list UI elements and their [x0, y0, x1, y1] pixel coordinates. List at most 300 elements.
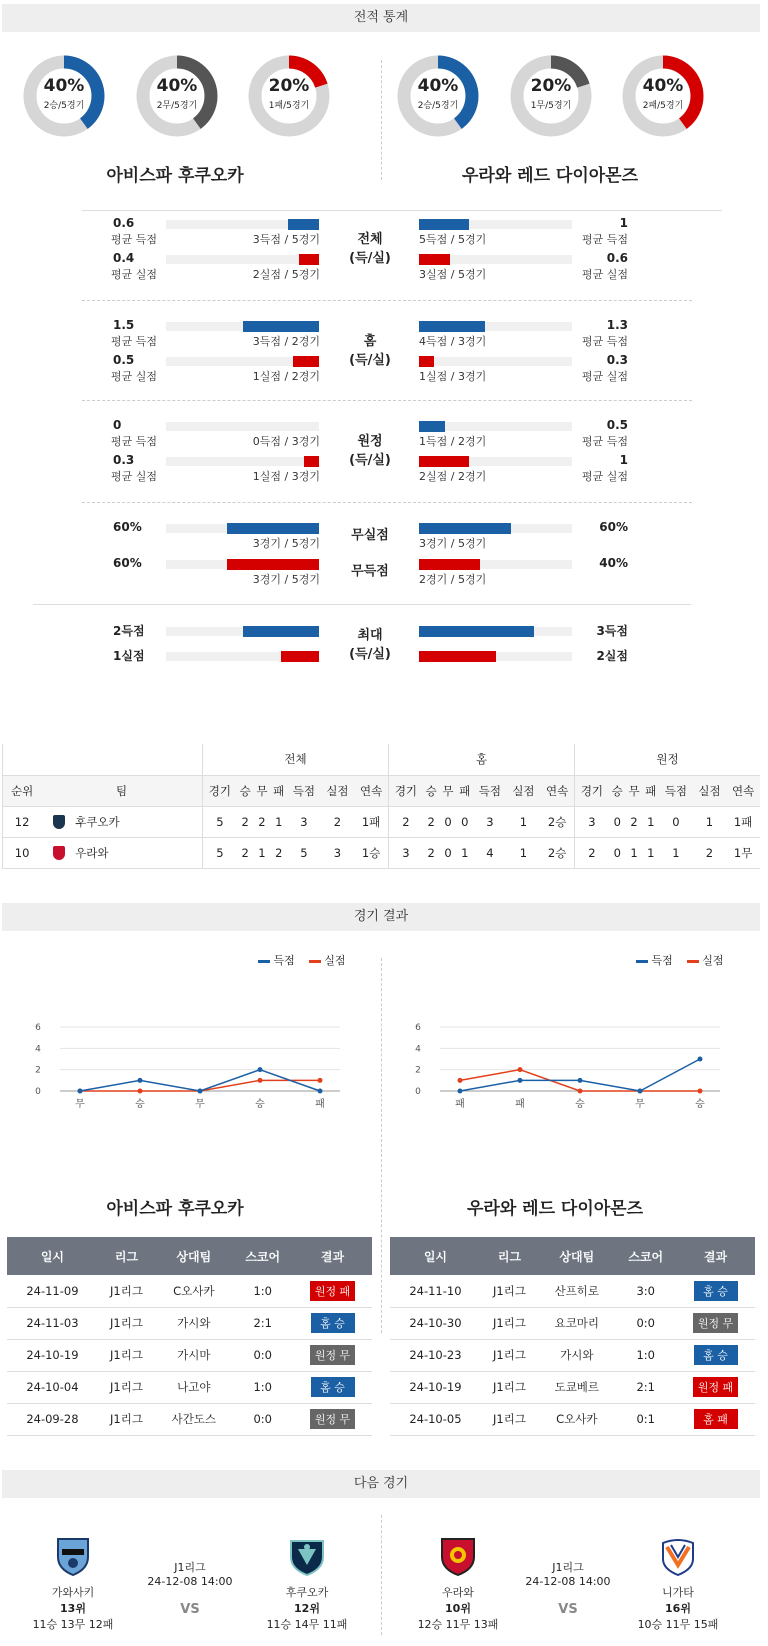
match-score: 0:0	[615, 1307, 676, 1339]
away-avg-for-label: 평균 득점	[581, 435, 628, 448]
standings-header-cell: 실점	[512, 783, 535, 798]
standings-cell: 3	[486, 814, 494, 829]
donut-percent: 40%	[642, 76, 684, 96]
standings-cell: 1	[461, 845, 469, 860]
data-point-against	[578, 1089, 583, 1094]
donut-chart	[396, 54, 480, 138]
match-result-cell	[293, 1339, 372, 1371]
standings-cell: 1	[275, 814, 283, 829]
match-league: J1리그	[481, 1339, 538, 1371]
standings-cell: 2	[588, 845, 596, 860]
table-row	[390, 1275, 755, 1307]
divider	[82, 300, 692, 301]
section-header-next: 다음 경기	[2, 1470, 760, 1498]
y-tick-label: 0	[415, 1087, 421, 1097]
legend-for-label: 득점	[651, 954, 673, 967]
standings-cell: 2승	[540, 837, 574, 868]
standings-cell: 2	[705, 845, 714, 860]
divider	[82, 502, 692, 503]
match-date: 24-10-23	[390, 1339, 481, 1371]
match-opponent: 가시마	[155, 1339, 232, 1371]
home-bar	[281, 651, 319, 662]
standings-cell: 3	[588, 814, 596, 829]
standings-header-cell: 연속	[540, 775, 574, 806]
series-line-for	[460, 1059, 700, 1091]
standings-header-cell: 승	[239, 783, 251, 798]
home-clean-pct: 60%	[113, 520, 142, 534]
next-right-home-rank: 10위	[445, 1602, 471, 1615]
home-bar	[243, 626, 320, 637]
legend-for-swatch	[636, 960, 648, 963]
standings-header-cell: 득점	[292, 783, 315, 798]
match-date: 24-11-10	[390, 1275, 481, 1307]
results-header-cell: 일시	[390, 1237, 481, 1275]
match-result-cell	[676, 1371, 755, 1403]
match-score: 1:0	[232, 1371, 293, 1403]
home-bar	[227, 559, 319, 570]
legend-against-label: 실점	[702, 954, 724, 967]
home-max-for: 2득점	[113, 624, 145, 638]
data-point-against	[138, 1089, 143, 1094]
match-opponent: 요코마리	[538, 1307, 615, 1339]
match-league: J1리그	[481, 1307, 538, 1339]
results-header-cell: 일시	[7, 1237, 98, 1275]
standings-header-cell: 승	[425, 783, 437, 798]
result-badge: 홈 패	[694, 1409, 738, 1429]
next-right-home-name: 우라와	[442, 1586, 474, 1599]
standings-header-cell: 실점	[326, 783, 349, 798]
match-league: J1리그	[98, 1339, 155, 1371]
table-row	[7, 1339, 372, 1371]
match-result-cell	[676, 1339, 755, 1371]
donut-ring	[135, 54, 219, 138]
category-label: 최대	[357, 628, 383, 643]
team-name: 후쿠오카	[75, 814, 120, 829]
standings-header-cell: 패	[459, 783, 471, 798]
x-tick-label: 패	[515, 1099, 525, 1110]
home-avg-for: 1.5	[113, 318, 135, 332]
data-point-for	[638, 1089, 643, 1094]
match-date: 24-10-30	[390, 1307, 481, 1339]
standings-header-cell: 경기	[580, 783, 604, 798]
standings-cell: 4	[486, 845, 494, 860]
match-date: 24-10-05	[390, 1403, 481, 1435]
standings-cell: 1무	[733, 845, 753, 860]
standings-cell: 1	[647, 814, 655, 829]
y-tick-label: 0	[35, 1087, 41, 1097]
match-opponent: 가시와	[538, 1339, 615, 1371]
standings-cell: 0	[672, 814, 680, 829]
match-league: J1리그	[98, 1403, 155, 1435]
table-row	[390, 1339, 755, 1371]
standings-cell: 2	[258, 814, 266, 829]
home-max-against: 1실점	[113, 649, 145, 663]
next-divider	[381, 1515, 382, 1635]
away-bar	[419, 356, 434, 367]
standings-cell: 1	[258, 845, 266, 860]
match-score: 2:1	[232, 1307, 293, 1339]
donut-ring	[22, 54, 106, 138]
results-header-cell: 스코어	[232, 1237, 293, 1275]
home-against-detail: 1실점 / 3경기	[252, 470, 320, 483]
donut-divider	[381, 60, 382, 180]
standings-header-cell: 연속	[732, 783, 755, 798]
match-result-cell	[676, 1307, 755, 1339]
match-result-cell	[293, 1371, 372, 1403]
standings-cell: 2	[333, 814, 342, 829]
home-avg-against-label: 평균 실점	[111, 268, 158, 281]
home-for-detail: 3득점 / 2경기	[252, 335, 320, 348]
match-league: J1리그	[98, 1307, 155, 1339]
results-header-row	[390, 1237, 755, 1275]
standings-header-cell: 패	[645, 783, 657, 798]
away-max-against: 2실점	[596, 649, 628, 663]
fukuoka-logo	[286, 1535, 328, 1577]
next-left-home-name: 가와사키	[51, 1586, 95, 1599]
x-tick-label: 승	[575, 1099, 585, 1110]
standings-header-row	[3, 775, 761, 806]
home-avg-for: 0	[113, 418, 122, 432]
category-sublabel: (득/실)	[349, 647, 391, 662]
home-bar	[304, 456, 319, 467]
away-bar	[419, 559, 480, 570]
table-row	[7, 1307, 372, 1339]
data-point-against	[258, 1078, 263, 1083]
match-score: 0:1	[615, 1403, 676, 1435]
donut-chart	[509, 54, 593, 138]
home-against-detail: 1실점 / 2경기	[252, 370, 320, 383]
away-bar	[419, 456, 469, 467]
results-divider	[381, 958, 382, 1333]
standings-header-cell: 무	[628, 783, 640, 798]
match-result-cell	[293, 1275, 372, 1307]
standings-group-home: 홈	[389, 744, 575, 775]
away-team-name-results: 우라와 레드 다이아몬즈	[466, 1199, 644, 1219]
home-avg-against-label: 평균 실점	[111, 470, 158, 483]
standings-header-cell: 실점	[698, 783, 721, 798]
standings-cell: 2	[427, 814, 435, 829]
away-bar	[419, 321, 485, 332]
standings-header-cell: 패	[273, 783, 285, 798]
section-header-results: 경기 결과	[2, 903, 760, 931]
standings-header-cell: 득점	[478, 783, 501, 798]
bar-track	[419, 357, 572, 366]
x-tick-label: 무	[195, 1099, 205, 1110]
match-date: 24-11-09	[7, 1275, 98, 1307]
home-results-chart	[20, 1005, 360, 1165]
home-avg-for: 0.6	[113, 216, 135, 230]
category-label: 무실점	[351, 528, 389, 543]
away-noscore-detail: 2경기 / 5경기	[419, 573, 487, 586]
donut-chart	[135, 54, 219, 138]
match-league: J1리그	[481, 1403, 538, 1435]
match-league: J1리그	[481, 1371, 538, 1403]
next-right-away-name: 니가타	[662, 1586, 694, 1599]
donut-detail: 2무/5경기	[156, 101, 198, 111]
donut-chart	[22, 54, 106, 138]
standings-cell: 2	[241, 814, 249, 829]
away-bar	[419, 626, 534, 637]
donut-ring	[621, 54, 705, 138]
standings-cell: 2	[427, 845, 435, 860]
next-right-away-rank: 16위	[665, 1602, 691, 1615]
home-clean-detail: 3경기 / 5경기	[252, 537, 320, 550]
standings-cell: 2	[241, 845, 249, 860]
x-tick-label: 패	[455, 1099, 465, 1110]
table-row	[7, 1403, 372, 1435]
donut-detail: 1무/5경기	[530, 101, 572, 111]
donut-ring	[509, 54, 593, 138]
standings-cell: 2승	[540, 806, 574, 837]
next-right-datetime: 24-12-08 14:00	[525, 1575, 611, 1588]
category-sublabel: (득/실)	[349, 353, 391, 368]
next-left-home-rank: 13위	[60, 1602, 86, 1615]
donut-ring	[247, 54, 331, 138]
match-score: 0:0	[232, 1339, 293, 1371]
home-bar	[293, 356, 319, 367]
next-right-away-record: 10승 11무 15패	[637, 1618, 719, 1631]
data-point-for	[78, 1089, 83, 1094]
standings-cell: 1	[705, 814, 714, 829]
bar-track	[166, 457, 319, 466]
match-date: 24-11-03	[7, 1307, 98, 1339]
away-avg-for-label: 평균 득점	[581, 233, 628, 246]
match-result-cell	[676, 1403, 755, 1435]
results-header-cell: 결과	[676, 1237, 755, 1275]
team-name: 우라와	[75, 845, 109, 860]
table-row	[7, 1275, 372, 1307]
standings-cell: 0	[461, 814, 469, 829]
results-header-cell: 결과	[293, 1237, 372, 1275]
standings-cell: 2	[630, 814, 638, 829]
standings-cell: 0	[444, 814, 452, 829]
match-league: J1리그	[481, 1275, 538, 1307]
x-tick-label: 승	[255, 1099, 265, 1110]
match-date: 24-10-19	[390, 1371, 481, 1403]
data-point-for	[458, 1089, 463, 1094]
match-date: 24-09-28	[7, 1403, 98, 1435]
standings-cell: 3	[402, 845, 410, 860]
standings-cell: 1	[647, 845, 655, 860]
table-row	[3, 837, 761, 868]
result-badge: 원정 무	[310, 1345, 355, 1365]
away-avg-against-label: 평균 실점	[581, 470, 628, 483]
result-badge: 홈 승	[311, 1377, 355, 1397]
away-against-detail: 2실점 / 2경기	[419, 470, 487, 483]
divider	[82, 210, 722, 211]
legend-against-swatch	[309, 960, 321, 963]
donut-chart	[247, 54, 331, 138]
standings-header-cell: 순위	[3, 775, 42, 806]
next-left-away-rank: 12위	[294, 1602, 320, 1615]
home-noscore-detail: 3경기 / 5경기	[252, 573, 320, 586]
y-tick-label: 4	[35, 1044, 41, 1055]
table-row	[390, 1403, 755, 1435]
home-bar	[227, 523, 319, 534]
match-opponent: C오사카	[155, 1275, 232, 1307]
away-bar	[419, 421, 445, 432]
data-point-against	[318, 1078, 323, 1083]
standings-cell: 3	[300, 814, 308, 829]
away-avg-for-label: 평균 득점	[581, 335, 628, 348]
match-opponent: 도쿄베르	[538, 1371, 615, 1403]
away-avg-against: 0.6	[606, 251, 628, 265]
team-cell	[41, 837, 202, 868]
away-avg-for: 1	[619, 216, 628, 230]
standings-cell: 0	[444, 845, 452, 860]
away-noscore-pct: 40%	[599, 556, 628, 570]
home-bar	[243, 321, 320, 332]
home-bar	[288, 219, 319, 230]
standings-cell: 1승	[354, 837, 388, 868]
result-badge: 홈 승	[311, 1313, 355, 1333]
next-left-away-record: 11승 14무 11패	[266, 1618, 348, 1631]
away-team-name: 우라와 레드 다이아몬즈	[461, 166, 639, 186]
home-avg-for-label: 평균 득점	[111, 233, 158, 246]
y-tick-label: 2	[415, 1065, 421, 1076]
result-badge: 원정 패	[310, 1281, 355, 1301]
home-team-name-results: 아비스파 후쿠오카	[106, 1199, 244, 1219]
home-team-name: 아비스파 후쿠오카	[106, 166, 244, 186]
results-header-cell: 리그	[98, 1237, 155, 1275]
away-avg-against: 0.3	[606, 353, 628, 367]
away-against-detail: 1실점 / 3경기	[419, 370, 487, 383]
team-rank: 10	[3, 837, 42, 868]
y-tick-label: 6	[415, 1023, 421, 1033]
home-noscore-pct: 60%	[113, 556, 142, 570]
next-right-league: J1리그	[552, 1561, 584, 1574]
away-for-detail: 4득점 / 3경기	[419, 335, 487, 348]
donut-ring	[396, 54, 480, 138]
match-result-cell	[293, 1307, 372, 1339]
result-badge: 홈 승	[694, 1345, 738, 1365]
match-score: 1:0	[615, 1339, 676, 1371]
away-avg-for: 1.3	[606, 318, 628, 332]
match-result-cell	[676, 1275, 755, 1307]
donut-detail: 2승/5경기	[417, 101, 459, 111]
category-label: 무득점	[351, 564, 389, 579]
away-bar	[419, 523, 511, 534]
standings-cell: 5	[216, 845, 224, 860]
next-right-vs: VS	[558, 1602, 578, 1617]
x-tick-label: 무	[635, 1099, 645, 1110]
table-row	[7, 1371, 372, 1403]
results-header-cell: 스코어	[615, 1237, 676, 1275]
match-date: 24-10-04	[7, 1371, 98, 1403]
match-league: J1리그	[98, 1275, 155, 1307]
home-avg-for-label: 평균 득점	[111, 435, 158, 448]
standings-table	[2, 744, 760, 869]
category-sublabel: (득/실)	[349, 453, 391, 468]
legend-for-swatch	[258, 960, 270, 963]
standings-header-cell: 팀	[41, 775, 202, 806]
y-tick-label: 2	[35, 1065, 41, 1076]
away-clean-detail: 3경기 / 5경기	[419, 537, 487, 550]
results-header-cell: 상대팀	[155, 1237, 232, 1275]
donut-percent: 40%	[417, 76, 459, 96]
donut-percent: 20%	[530, 76, 572, 96]
standings-cell: 2	[402, 814, 410, 829]
standings-cell: 1	[672, 845, 680, 860]
away-bar	[419, 219, 469, 230]
legend-against-label: 실점	[324, 954, 346, 967]
match-date: 24-10-19	[7, 1339, 98, 1371]
category-label: 원정	[357, 434, 383, 449]
results-header-cell: 상대팀	[538, 1237, 615, 1275]
urawa-logo	[437, 1535, 479, 1577]
divider	[33, 604, 691, 605]
standings-cell: 1	[519, 845, 528, 860]
data-point-for	[698, 1057, 703, 1062]
data-point-for	[138, 1078, 143, 1083]
home-avg-for-label: 평균 득점	[111, 335, 158, 348]
next-left-league: J1리그	[174, 1561, 206, 1574]
away-clean-pct: 60%	[599, 520, 628, 534]
away-against-detail: 3실점 / 5경기	[419, 268, 487, 281]
home-against-detail: 2실점 / 5경기	[252, 268, 320, 281]
away-max-for: 3득점	[596, 624, 628, 638]
away-avg-against: 1	[619, 453, 628, 467]
table-row	[3, 806, 761, 837]
results-header-cell: 리그	[481, 1237, 538, 1275]
category-sublabel: (득/실)	[349, 251, 391, 266]
x-tick-label: 승	[135, 1099, 145, 1110]
home-for-detail: 0득점 / 3경기	[252, 435, 320, 448]
match-opponent: 가시와	[155, 1307, 232, 1339]
away-results-table	[390, 1237, 755, 1436]
standings-group-total: 전체	[203, 744, 389, 775]
kawasaki-logo	[52, 1535, 94, 1577]
match-opponent: 사간도스	[155, 1403, 232, 1435]
result-badge: 홈 승	[694, 1281, 738, 1301]
x-tick-label: 승	[695, 1099, 705, 1110]
standings-cell: 5	[300, 845, 308, 860]
team-cell	[41, 806, 202, 837]
match-score: 0:0	[232, 1403, 293, 1435]
home-avg-against: 0.3	[113, 453, 135, 467]
standings-cell: 2	[275, 845, 283, 860]
donut-detail: 2승/5경기	[43, 101, 85, 111]
standings-header-cell: 연속	[354, 775, 388, 806]
donut-percent: 20%	[268, 76, 310, 96]
legend-against-swatch	[687, 960, 699, 963]
y-tick-label: 4	[415, 1044, 421, 1055]
x-tick-label: 무	[75, 1099, 85, 1110]
away-avg-against-label: 평균 실점	[581, 370, 628, 383]
standings-header-cell: 득점	[664, 783, 688, 798]
bar-track	[166, 255, 319, 264]
data-point-against	[518, 1067, 523, 1072]
data-point-for	[258, 1067, 263, 1072]
away-for-detail: 1득점 / 2경기	[419, 435, 487, 448]
standings-cell: 5	[216, 814, 224, 829]
category-label: 전체	[357, 232, 383, 247]
legend-away	[636, 952, 724, 968]
match-score: 3:0	[615, 1275, 676, 1307]
standings-header-cell: 무	[442, 783, 454, 798]
next-left-away-name: 후쿠오카	[285, 1586, 329, 1599]
team-rank: 12	[3, 806, 42, 837]
donut-chart	[621, 54, 705, 138]
standings-cell: 1	[630, 845, 638, 860]
data-point-for	[578, 1078, 583, 1083]
standings-cell: 0	[613, 814, 621, 829]
standings-cell: 1패	[733, 814, 753, 829]
next-right-home-record: 12승 11무 13패	[417, 1618, 499, 1631]
fukuoka-badge-icon	[53, 815, 65, 829]
data-point-against	[698, 1089, 703, 1094]
home-avg-against: 0.4	[113, 251, 135, 265]
